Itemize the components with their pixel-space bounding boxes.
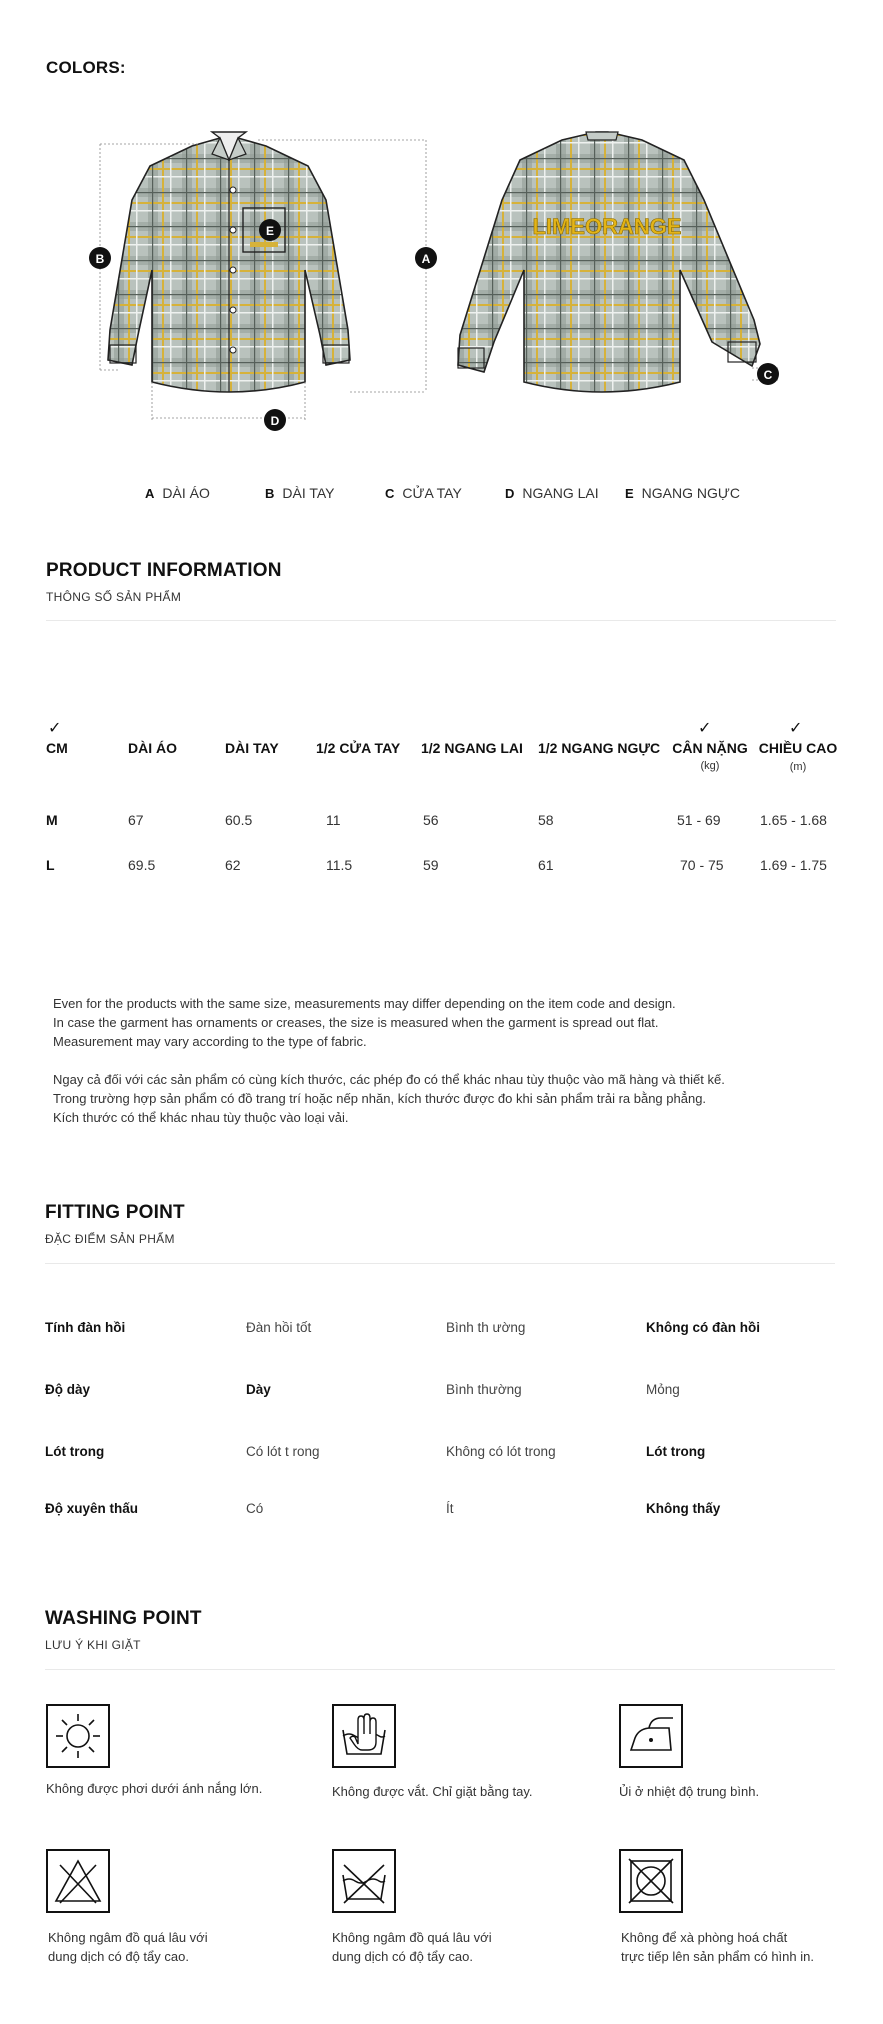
table-cell: 1.65 - 1.68 <box>760 812 827 828</box>
shirt-diagram <box>80 120 810 450</box>
table-header-height: CHIỀU CAO (m) <box>758 740 838 773</box>
table-cell: 1.69 - 1.75 <box>760 857 827 873</box>
legend-item-d: D NGANG LAI <box>505 485 599 501</box>
svg-text:B: B <box>95 252 105 266</box>
svg-text:E: E <box>265 224 275 238</box>
fitting-cell: Không có lót trong <box>446 1444 556 1459</box>
table-cell: 11 <box>326 812 341 828</box>
legend-item-e: E NGANG NGỰC <box>625 485 740 501</box>
fitting-cell: Dày <box>246 1382 271 1397</box>
table-header-cuff: 1/2 CỬA TAY <box>316 740 401 756</box>
table-cell: 67 <box>128 812 144 828</box>
fitting-cell: Không thấy <box>646 1501 721 1516</box>
measurement-note-vi: Ngay cả đối với các sản phẩm có cùng kích thước, các phép đo có thể khác nhau tùy thuộc vào mã hàng và thiết kế. Trong trường hợp sản phẩm có đồ trang trí hoặc nếp nhăn, kích thước được đo khi sản phẩm trải ra bằng phẳng. Kích thước có thể khác nhau tùy thuộc vào loại vải. <box>53 1072 725 1125</box>
fitting-cell: Không có đàn hồi <box>646 1320 760 1335</box>
table-cell: 58 <box>538 812 554 828</box>
divider <box>45 1669 835 1670</box>
washing-title: WASHING POINT <box>45 1608 202 1629</box>
divider <box>45 1263 835 1264</box>
marker-e <box>259 219 281 241</box>
table-cell: 11.5 <box>326 857 353 873</box>
table-header-weight: CÂN NẶNG (kg) <box>672 740 748 772</box>
wash-note: Không để xà phòng hoá chất trực tiếp lên sản phẩm có hình in. <box>621 1930 814 1964</box>
fitting-cell: Có lót t rong <box>246 1444 320 1459</box>
wash-note: Ủi ở nhiệt độ trung bình. <box>619 1784 760 1799</box>
marker-b <box>89 247 111 269</box>
fitting-cell: Tính đàn hồi <box>45 1320 126 1335</box>
marker-a <box>415 247 437 269</box>
wash-note: Không được phơi dưới ánh nắng lớn. <box>46 1781 263 1796</box>
divider <box>46 620 836 621</box>
fitting-cell: Có <box>246 1501 264 1516</box>
iron-icon <box>619 1704 683 1768</box>
table-row-size: L <box>46 857 55 873</box>
fitting-cell: Mỏng <box>646 1382 680 1397</box>
colors-title: COLORS: <box>46 58 126 77</box>
table-cell: 61 <box>538 857 554 873</box>
table-cell: 70 - 75 <box>680 857 724 873</box>
shirt-front <box>108 132 350 392</box>
table-cell: 69.5 <box>128 857 156 873</box>
fitting-cell: Độ xuyên thấu <box>45 1501 139 1516</box>
check-icon: ✓ <box>789 720 803 737</box>
fitting-cell: Lót trong <box>646 1444 706 1459</box>
table-header-chest: 1/2 NGANG NGỰC <box>538 740 661 756</box>
marker-d <box>264 409 286 431</box>
wash-note: Không ngâm đồ quá lâu với dung dịch có độ tẩy cao. <box>48 1930 208 1964</box>
table-cell: 56 <box>423 812 439 828</box>
no-soak-icon <box>332 1849 396 1913</box>
legend-item-b: B DÀI TAY <box>265 485 335 501</box>
svg-text:D: D <box>270 414 280 428</box>
washing-subtitle: LƯU Ý KHI GIẶT <box>45 1638 141 1652</box>
measurement-note-en: Even for the products with the same size, measurements may differ depending on the item code and design. In case the garment has ornaments or creases, the size is measured when the garment is spread out flat. Measurement may vary according to the type of fabric. <box>53 996 676 1049</box>
wash-note: Không được vắt. Chỉ giặt bằng tay. <box>332 1784 533 1799</box>
product-info-title: PRODUCT INFORMATION <box>46 560 282 581</box>
fitting-cell: Lót trong <box>45 1444 105 1459</box>
table-header-hem: 1/2 NGANG LAI <box>421 740 523 756</box>
marker-c <box>757 363 779 385</box>
table-header-length: DÀI ÁO <box>128 740 177 756</box>
check-icon: ✓ <box>698 720 712 737</box>
table-cell: 62 <box>225 857 241 873</box>
svg-text:C: C <box>763 368 773 382</box>
no-bleach-icon <box>46 1849 110 1913</box>
product-info-subtitle: THÔNG SỐ SẢN PHẨM <box>46 590 182 604</box>
hand-wash-icon <box>332 1704 396 1768</box>
fitting-cell: Đàn hồi tốt <box>246 1320 312 1335</box>
fitting-cell: Ít <box>446 1501 454 1516</box>
table-cell: 60.5 <box>225 812 253 828</box>
table-cell: 51 - 69 <box>677 812 721 828</box>
table-header-cm: CM <box>46 740 68 756</box>
table-cell: 59 <box>423 857 439 873</box>
fitting-subtitle: ĐẶC ĐIỂM SẢN PHẨM <box>45 1232 175 1246</box>
table-row-size: M <box>46 812 58 828</box>
no-tumble-dry-icon <box>619 1849 683 1913</box>
check-icon: ✓ <box>48 720 62 737</box>
fitting-title: FITTING POINT <box>45 1202 185 1223</box>
svg-text:A: A <box>421 252 431 266</box>
sun-icon <box>46 1704 110 1768</box>
wash-note: Không ngâm đồ quá lâu với dung dịch có độ tẩy cao. <box>332 1930 492 1964</box>
table-header-sleeve: DÀI TAY <box>225 740 279 756</box>
back-print-text: LIMEORANGE <box>532 214 682 239</box>
legend-item-a: A DÀI ÁO <box>145 485 210 501</box>
legend-item-c: C CỬA TAY <box>385 485 462 501</box>
fitting-cell: Bình th ường <box>446 1320 526 1335</box>
fitting-cell: Độ dày <box>45 1382 91 1397</box>
shirt-back <box>458 132 760 392</box>
fitting-cell: Bình thường <box>446 1382 522 1397</box>
